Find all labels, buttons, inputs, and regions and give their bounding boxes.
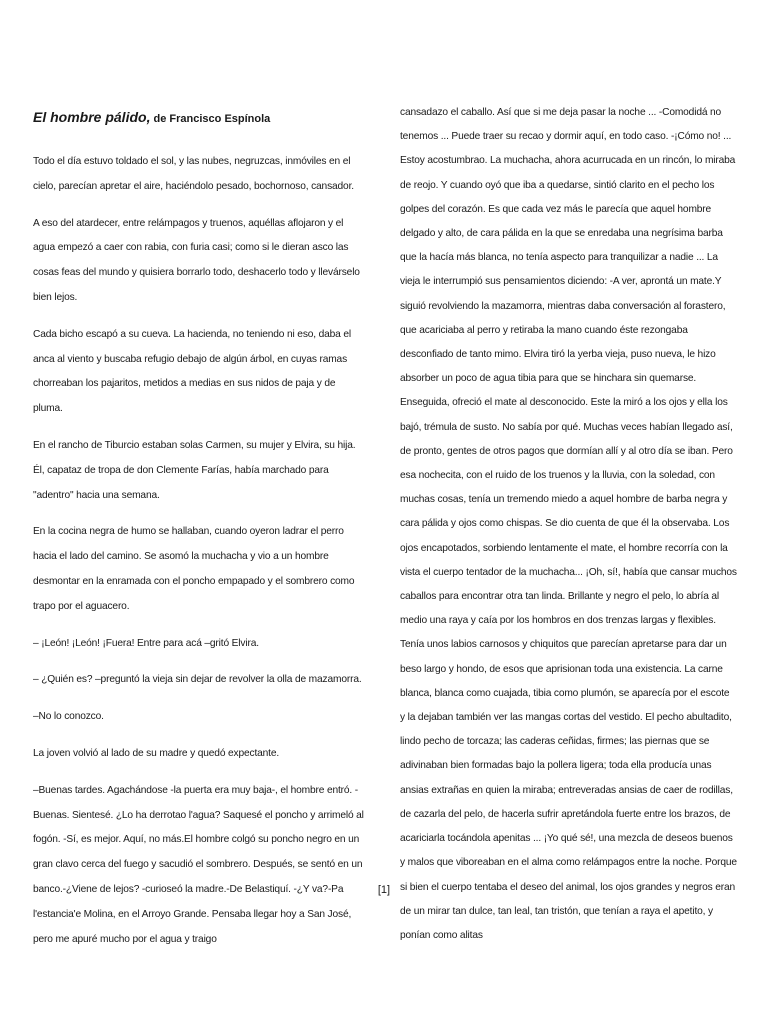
story-title [33, 108, 365, 128]
page-number: [1] [377, 884, 391, 896]
paragraph: cansadazo el caballo. Así que si me deja pasar la noche ... -Comodidá no tenemos ... Puede traer su recao y dormir aquí, en todo caso. -¡Cómo no! ... Estoy acostumbrao. La muchacha, ahora acurrucada en un rincón, lo miraba de reojo. Y cuando oyó que iba a quedarse, sintió clarito en el pecho los golpes del corazón. Es que cada vez más le parecía que aquel hombre delgado y alto, de cara pálida en la que se enredaba una negrísima barba que la hacía más blanca, no tenía aspecto para tranquilizar a nadie ... La vieja le interrumpió sus pensamientos diciendo: -A ver, aprontá un mate.Y siguió revolviendo la mazamorra, mientras daba conversación al forastero, que acariciaba al perro y retiraba la mano cuando éste rezongaba desconfiado de tanto mimo. Elvira tiró la yerba vieja, puso nueva, le hizo absorber un poco de agua tibia para que se hinchara sin quemarse. Enseguida, ofreció el mate al desconocido. Este la miró a los ojos y ella los bajó, trémula de susto. No sabía por qué. Muchas veces habían llegado así, de pronto, gentes de otros pagos que dormían allí y al otro día se iban. Pero esa nochecita, con el ruido de los truenos y la lluvia, con la soledad, con muchas cosas, tenía un tremendo miedo a aquel hombre de barba negra y cara pálida y ojos como chispas. Se dio cuenta de que él la observaba. Los ojos encapotados, sorbiendo lentamente el mate, el hombre recorría con la vista el cuerpo tentador de la muchacha... ¡Oh, sí!, había que cansar muchos caballos para encontrar otra tan linda. Brillante y negro el pelo, lo abría al medio una raya y caía por los hombros en dos trenzas largas y flexibles. Tenía unos labios carnosos y chiquitos que parecían apretarse para dar un beso largo y hondo, de esos que aprisionan toda una existencia. La carne blanca, blanca como cuajada, tibia como plumón, se aparecía por el escote y la dejaban también ver las mangas cortas del vestido. El pecho abultadito, lindo pecho de torcaza; las caderas ceñidas, firmes; las piernas que se adivinaban bien formadas bajo la pollera ligera; toda ella producía unas ansias extrañas en quien la miraba; entreveradas ansias de caer de rodillas, de cazarla del pelo, de hacerla sufrir apretándola fuerte entre los brazos, de acariciarla tocándola apenitas ... ¡Yo qué sé!, una mezcla de deseos buenos y malos que viboreaban en el alma como relámpagos entre la noche. Porque si bien el cuerpo tentaba el deseo del animal, los ojos grandes y negros eran de un mirar tan dulce, tan leal, tan tristón, que tenían a raya el apetito, y ponían como alitas [400, 107, 737, 941]
title-author: de Francisco Espínola [150, 113, 271, 125]
title-main: El hombre pálido, [33, 109, 151, 125]
paragraph: La joven volvió al lado de su madre y quedó expectante. [33, 747, 280, 759]
paragraph: En la cocina negra de humo se hallaban, cuando oyeron ladrar el perro hacia el lado del camino. Se asomó la muchacha y vio a un hombre desmontar en la enramada con el poncho empapado y el sombrero como trapo por el aguacero. [33, 526, 355, 612]
paragraph: –No lo conozco. [33, 711, 104, 723]
paragraph: –Buenas tardes. Agachándose -la puerta era muy baja-, el hombre entró. -Buenas. Sientesé. ¿Lo ha derrotao l'agua? Saquesé el poncho y arrimeló al fogón. -Sí, es mejor. Aquí, no más.El hombre colgó su poncho negro en un gran clavo cerca del fuego y sacudió el sombrero. Después, se sentó en un banco.-¿Viene de lejos? -curioseó la madre.-De Belastiquí. -¿Y va?-Pa l'estancia'e Molina, en el Arroyo Grande. Pensaba llegar hoy a San José, pero me apuré mucho por el agua y traigo [33, 784, 364, 945]
paragraph: – ¿Quién es? –preguntó la vieja sin dejar de revolver la olla de mazamorra. [33, 674, 362, 686]
paragraph: – ¡León! ¡León! ¡Fuera! Entre para acá –gritó Elvira. [33, 637, 259, 649]
paragraph: Todo el día estuvo toldado el sol, y las nubes, negruzcas, inmóviles en el cielo, parecían apretar el aire, haciéndolo pesado, bochornoso, cansador. [33, 156, 354, 192]
left-column [33, 108, 365, 964]
paragraph: Cada bicho escapó a su cueva. La hacienda, no teniendo ni eso, daba el anca al viento y buscaba refugio debajo de algún árbol, en cuyas ramas chorreaban los pajaritos, metidos a medias en sus nidos de paja y de pluma. [33, 328, 352, 415]
right-column [400, 101, 737, 948]
paragraph: En el rancho de Tiburcio estaban solas Carmen, su mujer y Elvira, su hija. Él, capataz de tropa de don Clemente Farías, había marchado para "adentro" hacia una semana. [33, 439, 356, 501]
paragraph: A eso del atardecer, entre relámpagos y truenos, aquéllas aflojaron y el agua empezó a caer con rabia, con furia casi; como si le dieran asco las cosas feas del mundo y quisiera borrarlo todo, deshacerlo todo y llevárselo bien lejos. [33, 217, 360, 303]
